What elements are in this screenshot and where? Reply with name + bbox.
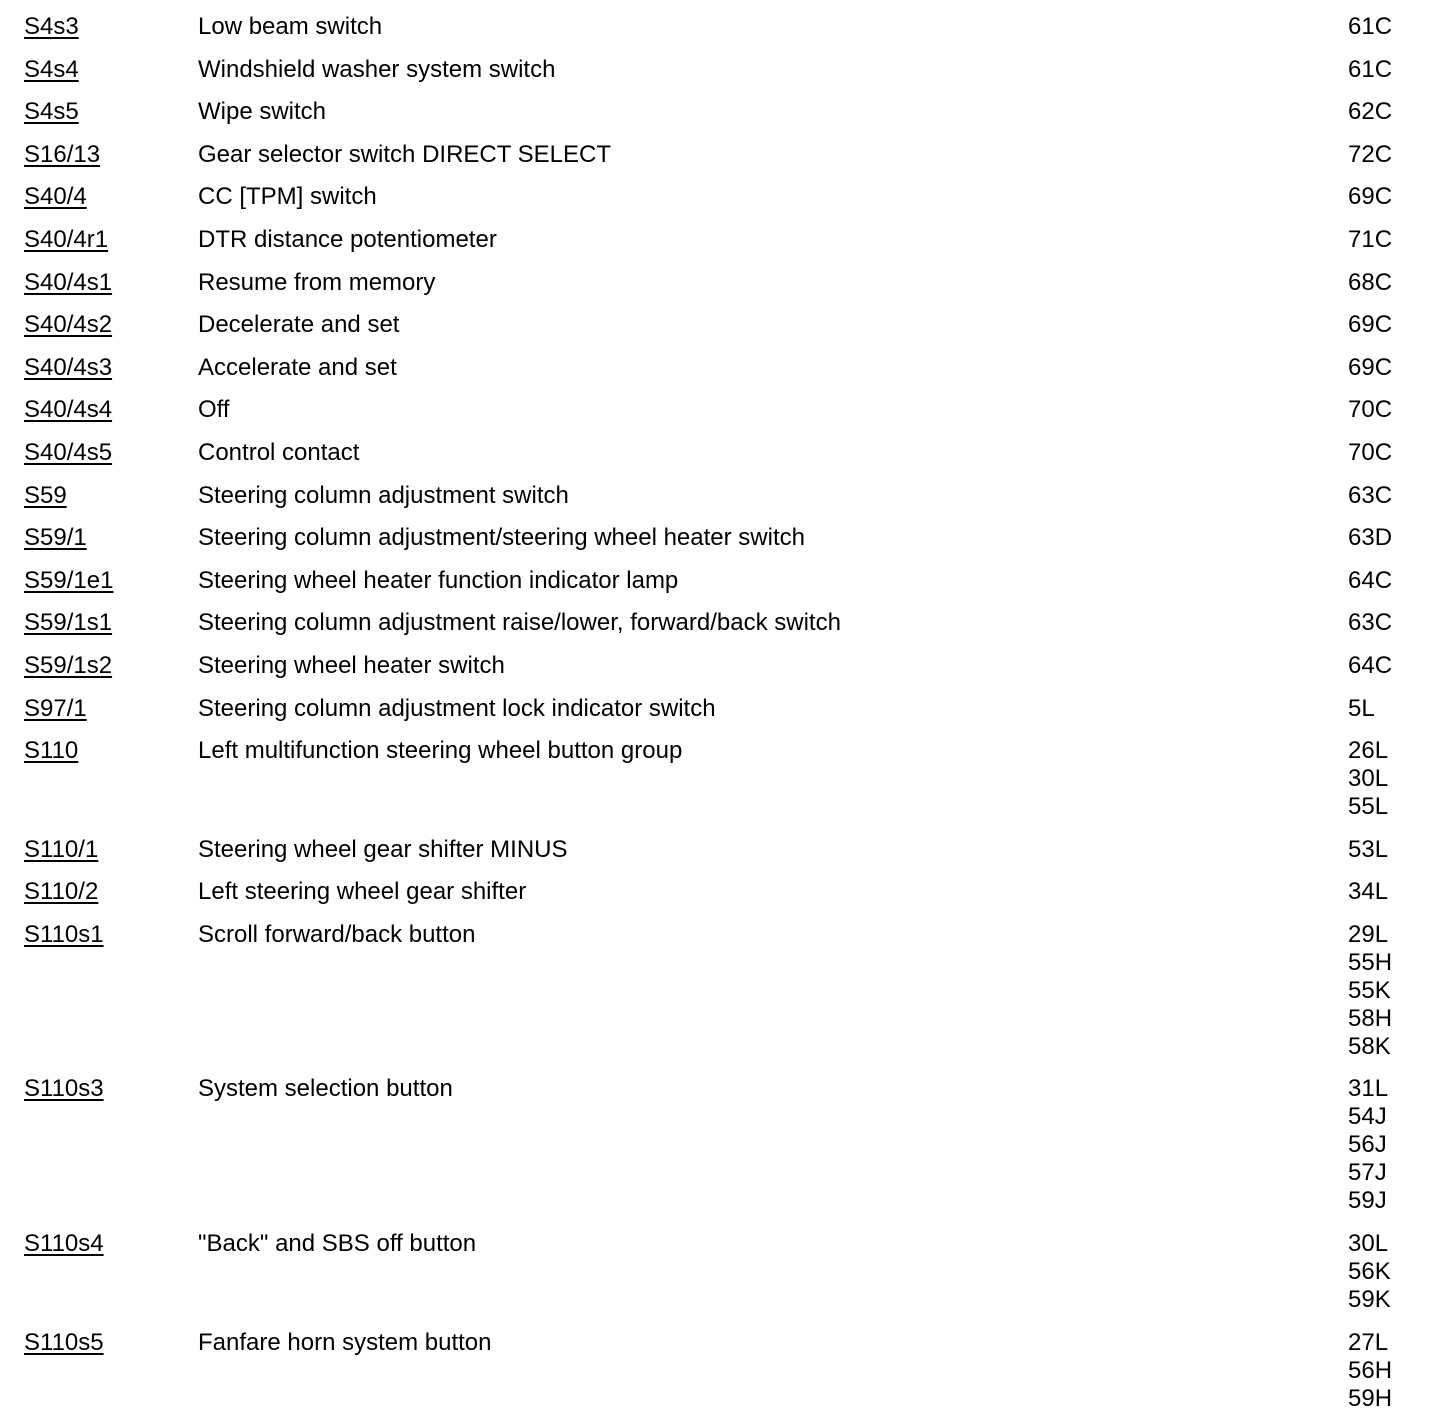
table-row (24, 921, 1434, 1061)
grid-reference: 56K (1348, 1258, 1391, 1286)
grid-reference: 31L (1348, 1075, 1389, 1103)
grid-reference-list (1348, 482, 1434, 510)
component-code-link[interactable]: S40/4s5 (24, 438, 113, 466)
component-code-link[interactable]: S59/1e1 (24, 566, 114, 594)
grid-reference-list (1348, 396, 1434, 424)
component-description: Gear selector switch DIRECT SELECT (198, 140, 612, 168)
table-row (24, 269, 1434, 297)
component-description: Accelerate and set (198, 353, 397, 381)
grid-reference: 55H (1348, 948, 1393, 976)
grid-reference: 61C (1348, 13, 1393, 40)
component-description: Steering column adjustment raise/lower, forward/back switch (198, 609, 841, 637)
component-description: Control contact (198, 438, 360, 466)
table-row (24, 482, 1434, 510)
component-description: Steering wheel heater function indicator lamp (198, 566, 679, 594)
grid-reference-list (1348, 13, 1434, 41)
component-code-link[interactable]: S110s3 (24, 1075, 104, 1103)
table-row (24, 737, 1434, 821)
grid-reference-list (1348, 921, 1434, 1061)
component-code-link[interactable]: S40/4 (24, 183, 87, 211)
component-description: Steering column adjustment lock indicator switch (198, 694, 716, 722)
grid-reference: 59H (1348, 1384, 1393, 1412)
grid-reference-list (1348, 878, 1434, 906)
component-description: Fanfare horn system button (198, 1328, 492, 1356)
component-code-link[interactable]: S110s1 (24, 920, 104, 948)
grid-reference-list (1348, 1230, 1434, 1314)
grid-reference-list (1348, 183, 1434, 211)
grid-reference: 72C (1348, 140, 1393, 168)
grid-reference-list (1348, 567, 1434, 595)
grid-reference: 57J (1348, 1159, 1387, 1187)
grid-reference: 63C (1348, 609, 1393, 637)
component-description: Off (198, 396, 230, 424)
table-row (24, 524, 1434, 552)
component-code-link[interactable]: S40/4s1 (24, 268, 113, 296)
grid-reference: 62C (1348, 98, 1393, 126)
grid-reference: 53L (1348, 835, 1389, 863)
table-row (24, 98, 1434, 126)
table-row (24, 354, 1434, 382)
grid-reference-list (1348, 354, 1434, 382)
table-row (24, 836, 1434, 864)
component-code-link[interactable]: S110/1 (24, 835, 99, 863)
grid-reference: 27L (1348, 1328, 1389, 1356)
grid-reference: 69C (1348, 353, 1393, 381)
grid-reference: 71C (1348, 225, 1393, 253)
table-row (24, 878, 1434, 906)
component-description: System selection button (198, 1075, 453, 1103)
table-row (24, 1329, 1434, 1413)
component-code-link[interactable]: S59 (24, 481, 67, 509)
grid-reference-list (1348, 1075, 1434, 1215)
component-code-link[interactable]: S4s3 (24, 13, 79, 40)
component-description: Low beam switch (198, 13, 383, 40)
table-row (24, 695, 1434, 723)
component-code-link[interactable]: S110/2 (24, 878, 99, 906)
table-row (24, 183, 1434, 211)
grid-reference: 69C (1348, 183, 1393, 211)
component-code-link[interactable]: S4s5 (24, 98, 79, 126)
grid-reference: 58K (1348, 1032, 1391, 1060)
component-code-link[interactable]: S40/4s2 (24, 311, 113, 339)
component-description: Resume from memory (198, 268, 436, 296)
table-row (24, 1230, 1434, 1314)
grid-reference-list (1348, 695, 1434, 723)
component-description: Steering wheel heater switch (198, 651, 505, 679)
grid-reference-list (1348, 524, 1434, 552)
table-row (24, 311, 1434, 339)
grid-reference: 29L (1348, 920, 1389, 948)
component-description: Steering column adjustment switch (198, 481, 569, 509)
component-code-link[interactable]: S59/1s2 (24, 651, 113, 679)
component-code-link[interactable]: S4s4 (24, 55, 79, 83)
grid-reference: 55L (1348, 793, 1389, 821)
table-row (24, 56, 1434, 84)
grid-reference: 64C (1348, 651, 1393, 679)
grid-reference-list (1348, 141, 1434, 169)
grid-reference-list (1348, 439, 1434, 467)
grid-reference: 69C (1348, 311, 1393, 339)
component-description: CC [TPM] switch (198, 183, 377, 211)
grid-reference: 30L (1348, 1230, 1389, 1258)
grid-reference-list (1348, 226, 1434, 254)
component-index-table (24, 13, 1434, 1427)
grid-reference: 55K (1348, 976, 1391, 1004)
table-row (24, 1075, 1434, 1215)
component-description: Windshield washer system switch (198, 55, 556, 83)
grid-reference-list (1348, 56, 1434, 84)
component-description: Left steering wheel gear shifter (198, 878, 527, 906)
table-row (24, 13, 1434, 41)
grid-reference: 34L (1348, 878, 1389, 906)
component-code-link[interactable]: S40/4s4 (24, 396, 113, 424)
grid-reference: 26L (1348, 737, 1389, 765)
component-code-link[interactable]: S110s5 (24, 1328, 104, 1356)
grid-reference-list (1348, 98, 1434, 126)
table-row (24, 439, 1434, 467)
component-description: "Back" and SBS off button (198, 1230, 477, 1258)
grid-reference-list (1348, 1329, 1434, 1413)
grid-reference: 70C (1348, 438, 1393, 466)
component-code-link[interactable]: S16/13 (24, 140, 101, 168)
grid-reference: 61C (1348, 55, 1393, 83)
grid-reference: 63D (1348, 524, 1393, 552)
component-description: Steering wheel gear shifter MINUS (198, 835, 568, 863)
grid-reference-list (1348, 311, 1434, 339)
grid-reference: 68C (1348, 268, 1393, 296)
table-row (24, 226, 1434, 254)
component-code-link[interactable]: S40/4s3 (24, 353, 113, 381)
component-description: DTR distance potentiometer (198, 225, 497, 253)
component-code-link[interactable]: S110s4 (24, 1230, 104, 1258)
component-description: Wipe switch (198, 98, 327, 126)
table-row (24, 141, 1434, 169)
grid-reference-list (1348, 737, 1434, 821)
component-code-link[interactable]: S59/1s1 (24, 609, 113, 637)
component-description: Steering column adjustment/steering wheel heater switch (198, 524, 805, 552)
grid-reference: 58H (1348, 1004, 1393, 1032)
grid-reference-list (1348, 609, 1434, 637)
grid-reference-list (1348, 652, 1434, 680)
grid-reference: 59K (1348, 1286, 1391, 1314)
grid-reference-list (1348, 269, 1434, 297)
grid-reference: 5L (1348, 694, 1375, 722)
component-code-link[interactable]: S110 (24, 737, 79, 765)
table-row (24, 609, 1434, 637)
component-code-link[interactable]: S59/1 (24, 524, 87, 552)
grid-reference: 59J (1348, 1187, 1387, 1215)
grid-reference: 54J (1348, 1103, 1387, 1131)
grid-reference: 30L (1348, 765, 1389, 793)
grid-reference: 56J (1348, 1131, 1387, 1159)
component-code-link[interactable]: S40/4r1 (24, 225, 109, 253)
grid-reference: 63C (1348, 481, 1393, 509)
grid-reference: 70C (1348, 396, 1393, 424)
component-description: Decelerate and set (198, 311, 400, 339)
grid-reference: 56H (1348, 1356, 1393, 1384)
component-code-link[interactable]: S97/1 (24, 694, 87, 722)
table-row (24, 396, 1434, 424)
table-row (24, 567, 1434, 595)
component-description: Left multifunction steering wheel button group (198, 737, 683, 765)
component-description: Scroll forward/back button (198, 920, 476, 948)
table-row (24, 652, 1434, 680)
grid-reference: 64C (1348, 566, 1393, 594)
grid-reference-list (1348, 836, 1434, 864)
